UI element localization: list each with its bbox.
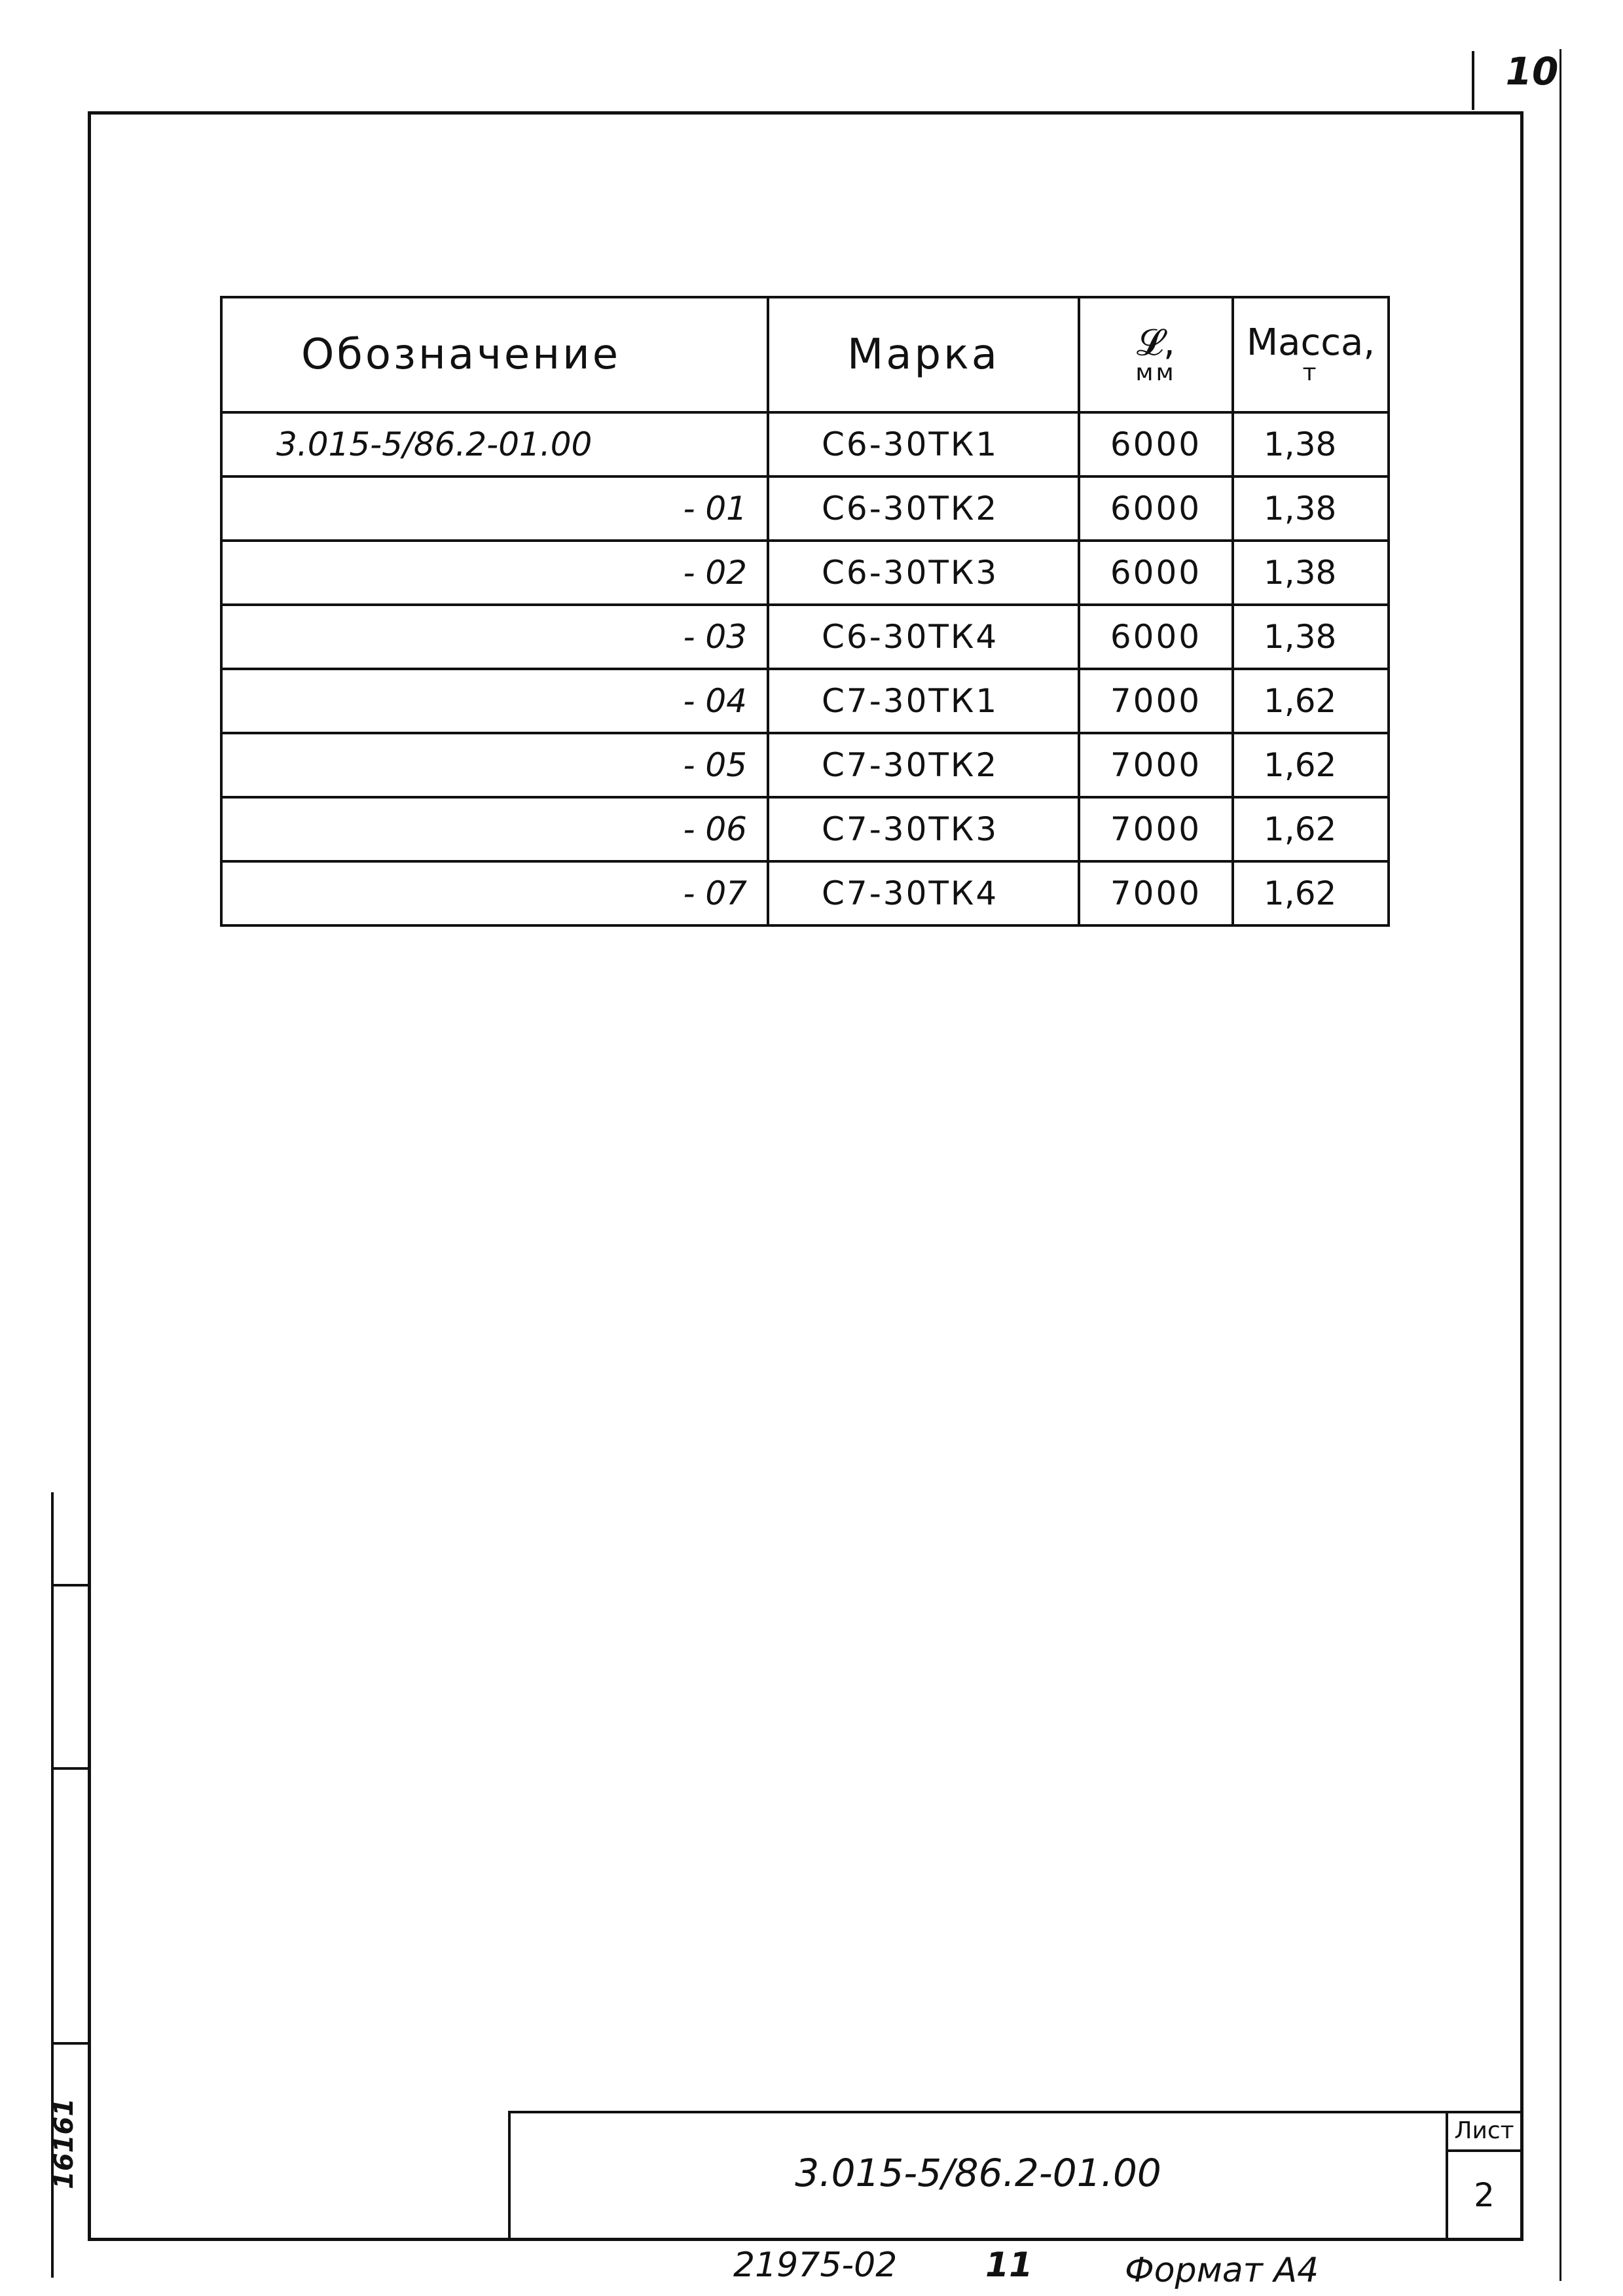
sheet-label: Лист — [1454, 2117, 1514, 2144]
row-designation: - 04 — [221, 669, 768, 733]
document-code: 3.015-5/86.2-01.00 — [795, 2151, 1161, 2195]
row-mark: С7-30ТК4 — [768, 861, 1079, 925]
table-row — [221, 797, 1389, 861]
row-designation: - 03 — [221, 605, 768, 669]
row-mass: 1,62 — [1233, 861, 1389, 925]
margin-tick — [51, 1767, 90, 1770]
row-mark: С7-30ТК2 — [768, 733, 1079, 797]
row-mass: 1,38 — [1233, 476, 1389, 541]
row-length: 6000 — [1079, 541, 1233, 605]
row-length: 6000 — [1079, 476, 1233, 541]
inventory-number: 21975-02 — [733, 2246, 898, 2285]
table-row — [221, 412, 1389, 476]
row-mark: С7-30ТК3 — [768, 797, 1079, 861]
header-mass: Масса, т — [1233, 297, 1389, 412]
table-row — [221, 733, 1389, 797]
row-mass: 1,38 — [1233, 412, 1389, 476]
frame-right — [1520, 111, 1523, 2241]
header-length: 𝓛, мм — [1079, 297, 1233, 412]
row-designation: - 01 — [221, 476, 768, 541]
row-length: 7000 — [1079, 733, 1233, 797]
outer-edge-right — [1559, 49, 1561, 2281]
table-row — [221, 541, 1389, 605]
row-mark: С7-30ТК1 — [768, 669, 1079, 733]
row-mass: 1,62 — [1233, 797, 1389, 861]
sheet-number: 2 — [1474, 2176, 1495, 2214]
specification-table — [220, 296, 1390, 927]
margin-tick — [51, 2042, 90, 2045]
side-number: 16161 — [49, 2098, 79, 2189]
frame-top — [88, 111, 1523, 115]
row-mark: С6-30ТК4 — [768, 605, 1079, 669]
table-row — [221, 476, 1389, 541]
row-mark: С6-30ТК2 — [768, 476, 1079, 541]
row-length: 6000 — [1079, 605, 1233, 669]
row-mass: 1,62 — [1233, 733, 1389, 797]
row-length: 7000 — [1079, 797, 1233, 861]
format-label: Формат А4 — [1125, 2251, 1319, 2290]
row-mass: 1,38 — [1233, 541, 1389, 605]
row-length: 6000 — [1079, 412, 1233, 476]
row-length: 7000 — [1079, 669, 1233, 733]
page-number: 10 — [1505, 49, 1559, 94]
row-designation: - 05 — [221, 733, 768, 797]
frame-bottom — [88, 2238, 1523, 2241]
table-row — [221, 605, 1389, 669]
row-mass: 1,38 — [1233, 605, 1389, 669]
page-number-divider — [1472, 51, 1474, 110]
row-mass: 1,62 — [1233, 669, 1389, 733]
row-mark: С6-30ТК1 — [768, 412, 1079, 476]
table-row — [221, 669, 1389, 733]
title-block-top — [508, 2111, 1523, 2113]
table-row — [221, 861, 1389, 925]
margin-tick — [51, 1584, 90, 1587]
row-mark: С6-30ТК3 — [768, 541, 1079, 605]
table-header-row — [221, 297, 1389, 412]
row-designation: 3.015-5/86.2-01.00 — [221, 412, 768, 476]
frame-left — [88, 111, 91, 2241]
copy-number: 11 — [985, 2246, 1033, 2285]
header-designation: Обозначение — [221, 297, 768, 412]
header-mark: Марка — [768, 297, 1079, 412]
row-designation: - 02 — [221, 541, 768, 605]
row-designation: - 06 — [221, 797, 768, 861]
title-block-sheet-row — [1446, 2149, 1522, 2152]
row-length: 7000 — [1079, 861, 1233, 925]
row-designation: - 07 — [221, 861, 768, 925]
